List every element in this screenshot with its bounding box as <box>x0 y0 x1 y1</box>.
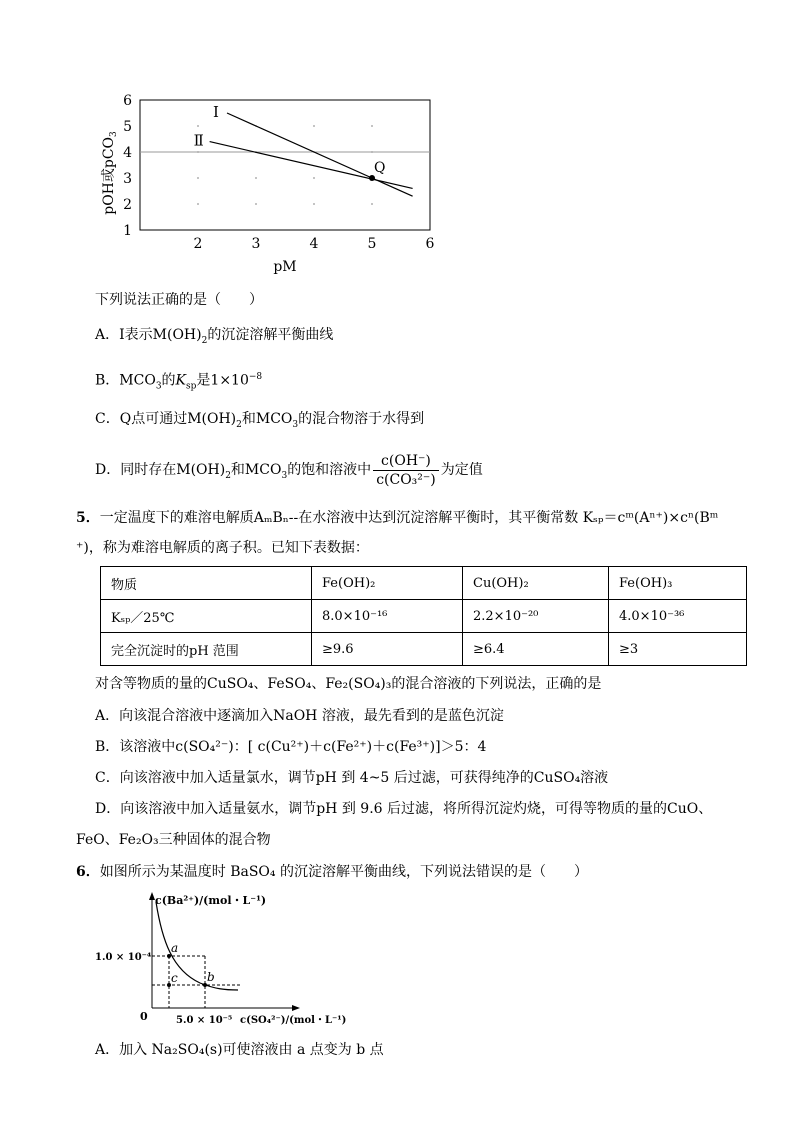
tick-labels <box>123 93 434 252</box>
fraction: $\frac{c(OH^-)}{\text{c(CO₃²⁻)}}$ <box>373 452 439 489</box>
q5-stem-line2: ⁺)，称为难溶电解质的离子积。已知下表数据： <box>76 540 369 556</box>
point-c-label: c <box>171 971 178 985</box>
q4-option-d: D．同时存在$M(OH)_2$和$MCO_3$的饱和溶液中 $\frac{c(OH^-)}{\text{c(CO₃²⁻)}}$ 为定值 <box>95 452 483 488</box>
y-axis-label: pOH或pCO$_3$ <box>101 131 119 215</box>
point-Q <box>369 175 375 181</box>
table-header: Fe(OH)₂ <box>312 567 463 600</box>
solubility-curve <box>156 902 238 990</box>
q6-stem: 6．如图所示为某温度时 BaSO₄ 的沉淀溶解平衡曲线，下列说法错误的是（ ） <box>76 864 588 880</box>
curve-I-label: I <box>213 103 219 121</box>
q5-option-c: C．向该溶液中加入适量氯水，调节pH 到 4~5 后过滤，可获得纯净的CuSO₄溶液 <box>95 770 609 786</box>
table-cell: 4.0×10⁻³⁶ <box>609 600 747 633</box>
grid-dot <box>313 125 315 127</box>
x-axis-label: pM <box>273 259 297 275</box>
y-axis-label: c(Ba²⁺)/(mol・L⁻¹) <box>155 894 267 907</box>
x-tick-label: 3 <box>251 236 261 252</box>
point-a-label: a <box>171 941 179 955</box>
y-tick-label: 2 <box>123 197 132 213</box>
table-header: Fe(OH)₃ <box>609 567 747 600</box>
curve-II-label: Ⅱ <box>193 131 204 150</box>
origin-label: 0 <box>140 1010 148 1023</box>
grid-dot <box>313 203 315 205</box>
ksp-table <box>100 566 747 666</box>
y-tick-label: 1 <box>123 223 132 239</box>
q5-option-d-line1: D．向该溶液中加入适量氨水，调节pH 到 9.6 后过滤，将所得沉淀灼烧，可得等物质的量的CuO、 <box>95 801 713 817</box>
table-cell: ≥6.4 <box>463 633 609 666</box>
table-cell: 完全沉淀时的pH 范围 <box>101 633 312 666</box>
grid-dot <box>197 203 199 205</box>
x-tick-label: 5.0 × 10⁻⁵ <box>176 1015 233 1026</box>
grid-dots <box>140 125 430 205</box>
grid-dot <box>313 177 315 179</box>
grid-dot <box>197 125 199 127</box>
q5-option-b: B．该溶液中c(SO₄²⁻)：[ c(Cu²⁺)＋c(Fe²⁺)＋c(Fe³⁺)]＞5：4 <box>95 739 487 755</box>
table-cell: ≥3 <box>609 633 747 666</box>
point-Q-label: Q <box>374 160 386 176</box>
q5-stem-line1: 5．一定温度下的难溶电解质AₘBₙ--在水溶液中达到沉淀溶解平衡时，其平衡常数 Kₛₚ＝cᵐ(Aⁿ⁺)×cⁿ(Bᵐ <box>76 510 719 526</box>
x-axis-label: c(SO₄²⁻)/(mol・L⁻¹) <box>240 1015 347 1026</box>
series-line-1 <box>227 113 413 196</box>
y-tick-label: 3 <box>123 171 132 187</box>
grid-dot <box>197 177 199 179</box>
chart-baso4 <box>90 890 360 1030</box>
q4-option-b: B．$MCO_3$的$K_{sp}$是$1\times 10^{-8}$ <box>95 372 263 392</box>
x-tick-label: 2 <box>193 236 203 252</box>
y-tick-label: 4 <box>123 145 132 161</box>
grid-dot <box>371 203 373 205</box>
grid-dot <box>371 125 373 127</box>
series-lines <box>210 113 413 196</box>
y-tick-label: 1.0 × 10⁻⁴ <box>95 952 152 963</box>
q4-option-a: A．Ⅰ表示$M(OH)_2$的沉淀溶解平衡曲线 <box>95 327 334 346</box>
table-cell: ≥9.6 <box>312 633 463 666</box>
q4-stem: 下列说法正确的是（ ） <box>95 292 263 308</box>
table-header: Cu(OH)₂ <box>463 567 609 600</box>
q5-prompt: 对含等物质的量的CuSO₄、FeSO₄、Fe₂(SO₄)₃的混合溶液的下列说法，正确的是 <box>95 676 602 692</box>
grid-dot <box>255 177 257 179</box>
table-cell: Kₛₚ／25℃ <box>101 600 312 633</box>
x-tick-label: 4 <box>309 236 319 252</box>
table-header-row <box>101 567 747 600</box>
plot-frame <box>140 100 430 230</box>
grid-dot <box>255 203 257 205</box>
q6-option-a: A．加入 Na₂SO₄(s)可使溶液由 a 点变为 b 点 <box>95 1042 384 1058</box>
q4-option-c: C．Q点可通过$M(OH)_2$和$MCO_3$的混合物溶于水得到 <box>95 411 425 430</box>
chart-pm-poh <box>95 85 455 280</box>
point-b-label: b <box>207 970 215 984</box>
y-tick-label: 6 <box>123 93 132 109</box>
q5-option-d-line2: FeO、Fe₂O₃三种固体的混合物 <box>76 832 271 848</box>
q5-option-a: A．向该混合溶液中逐滴加入NaOH 溶液，最先看到的是蓝色沉淀 <box>95 708 504 724</box>
x-tick-label: 5 <box>367 236 377 252</box>
table-cell: 2.2×10⁻²⁰ <box>463 600 609 633</box>
x-axis-arrow <box>292 1005 300 1011</box>
table-row <box>101 633 747 666</box>
y-tick-label: 5 <box>123 119 132 135</box>
table-cell: 8.0×10⁻¹⁶ <box>312 600 463 633</box>
table-header: 物质 <box>101 567 312 600</box>
table-row <box>101 600 747 633</box>
x-tick-label: 6 <box>425 236 435 252</box>
